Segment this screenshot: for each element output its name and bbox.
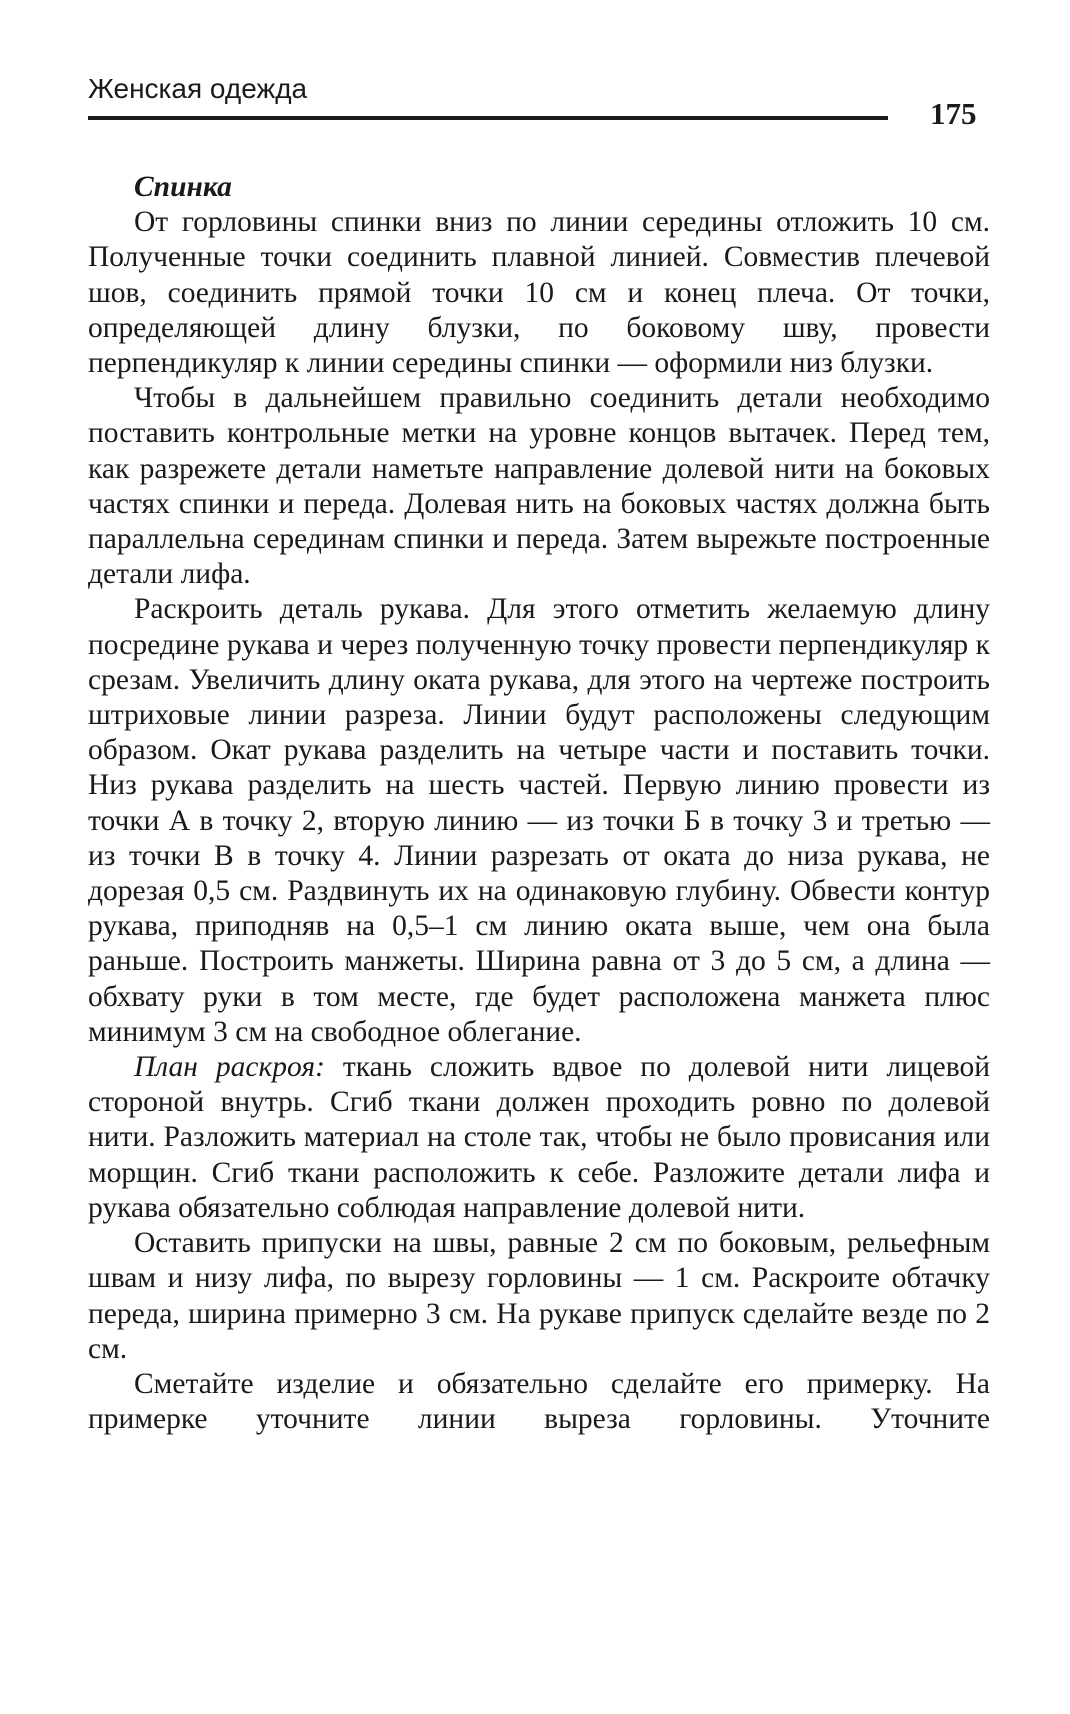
section-heading: Спинка xyxy=(134,171,232,203)
paragraph-fitting: Сметайте изделие и обязательно сделайте его примерку. На примерке уточните линии выреза горловины. Уточните xyxy=(88,1367,990,1436)
cutting-plan-text: ткань сложить вдвое по долевой нити лицевой стороной внутрь. Сгиб ткани должен проходить ровно по долевой нити. Разложить материал на столе так, чтобы не было провисания или морщин. Сгиб ткани расположить к себе. Разложите детали лифа и рукава обязательно соблюдая направление долевой нити. xyxy=(88,1051,991,1224)
running-title: Женская одежда xyxy=(88,73,308,104)
body-text xyxy=(88,170,990,1437)
paragraph-back-piece: От горловины спинки вниз по линии середины отложить 10 см. Полученные точки соединить плавной линией. Совместив плечевой шов, соединить прямой точки 10 см и конец плеча. От точки, определяющей длину блузки, по боковому шву, провести перпендикуляр к линии середины спинки — оформили низ блузки. xyxy=(88,206,990,380)
paragraph-sleeve: Раскроить деталь рукава. Для этого отметить желаемую длину посредине рукава и через полученную точку провести перпендикуляр к срезам. Увеличить длину оката рукава, для этого на чертеже построить штриховые линии разреза. Линии будут расположены следующим образом. Окат рукава разделить на четыре части и поставить точки. Низ рукава разделить на шесть частей. Первую линию провести из точки А в точку 2, вторую линию — из точки Б в точку 3 и третью — из точки В в точку 4. Линии разрезать от оката до низа рукава, не дорезая 0,5 см. Раздвинуть их на одинаковую глубину. Обвести контур рукава, приподняв на 0,5–1 см линию оката выше, чем она была раньше. Построить манжеты. Ширина равна от 3 до 5 см, а длина — обхвату руки в том месте, где будет расположена манжета плюс минимум 3 см на свободное облегание. xyxy=(88,593,990,1048)
cutting-plan-label: План раскроя: xyxy=(134,1051,325,1084)
page-number: 175 xyxy=(930,96,977,131)
paragraph-seam-allowances: Оставить припуски на швы, равные 2 см по боковым, рельефным швам и низу лифа, по вырезу горловины — 1 см. Раскроите обтачку переда, ширина примерно 3 см. На рукаве припуск сделайте везде по 2 см. xyxy=(88,1227,990,1365)
paragraph-cutting-plan xyxy=(88,1050,990,1226)
header-rule xyxy=(88,116,888,120)
paragraph-control-marks: Чтобы в дальнейшем правильно соединить детали необходимо поставить контрольные метки на уровне концов вытачек. Перед тем, как разрежете детали наметьте направление долевой нити на боковых частях спинки и переда. Долевая нить на боковых частях должна быть параллельна серединам спинки и переда. Затем вырежьте построенные детали лифа. xyxy=(88,382,990,591)
